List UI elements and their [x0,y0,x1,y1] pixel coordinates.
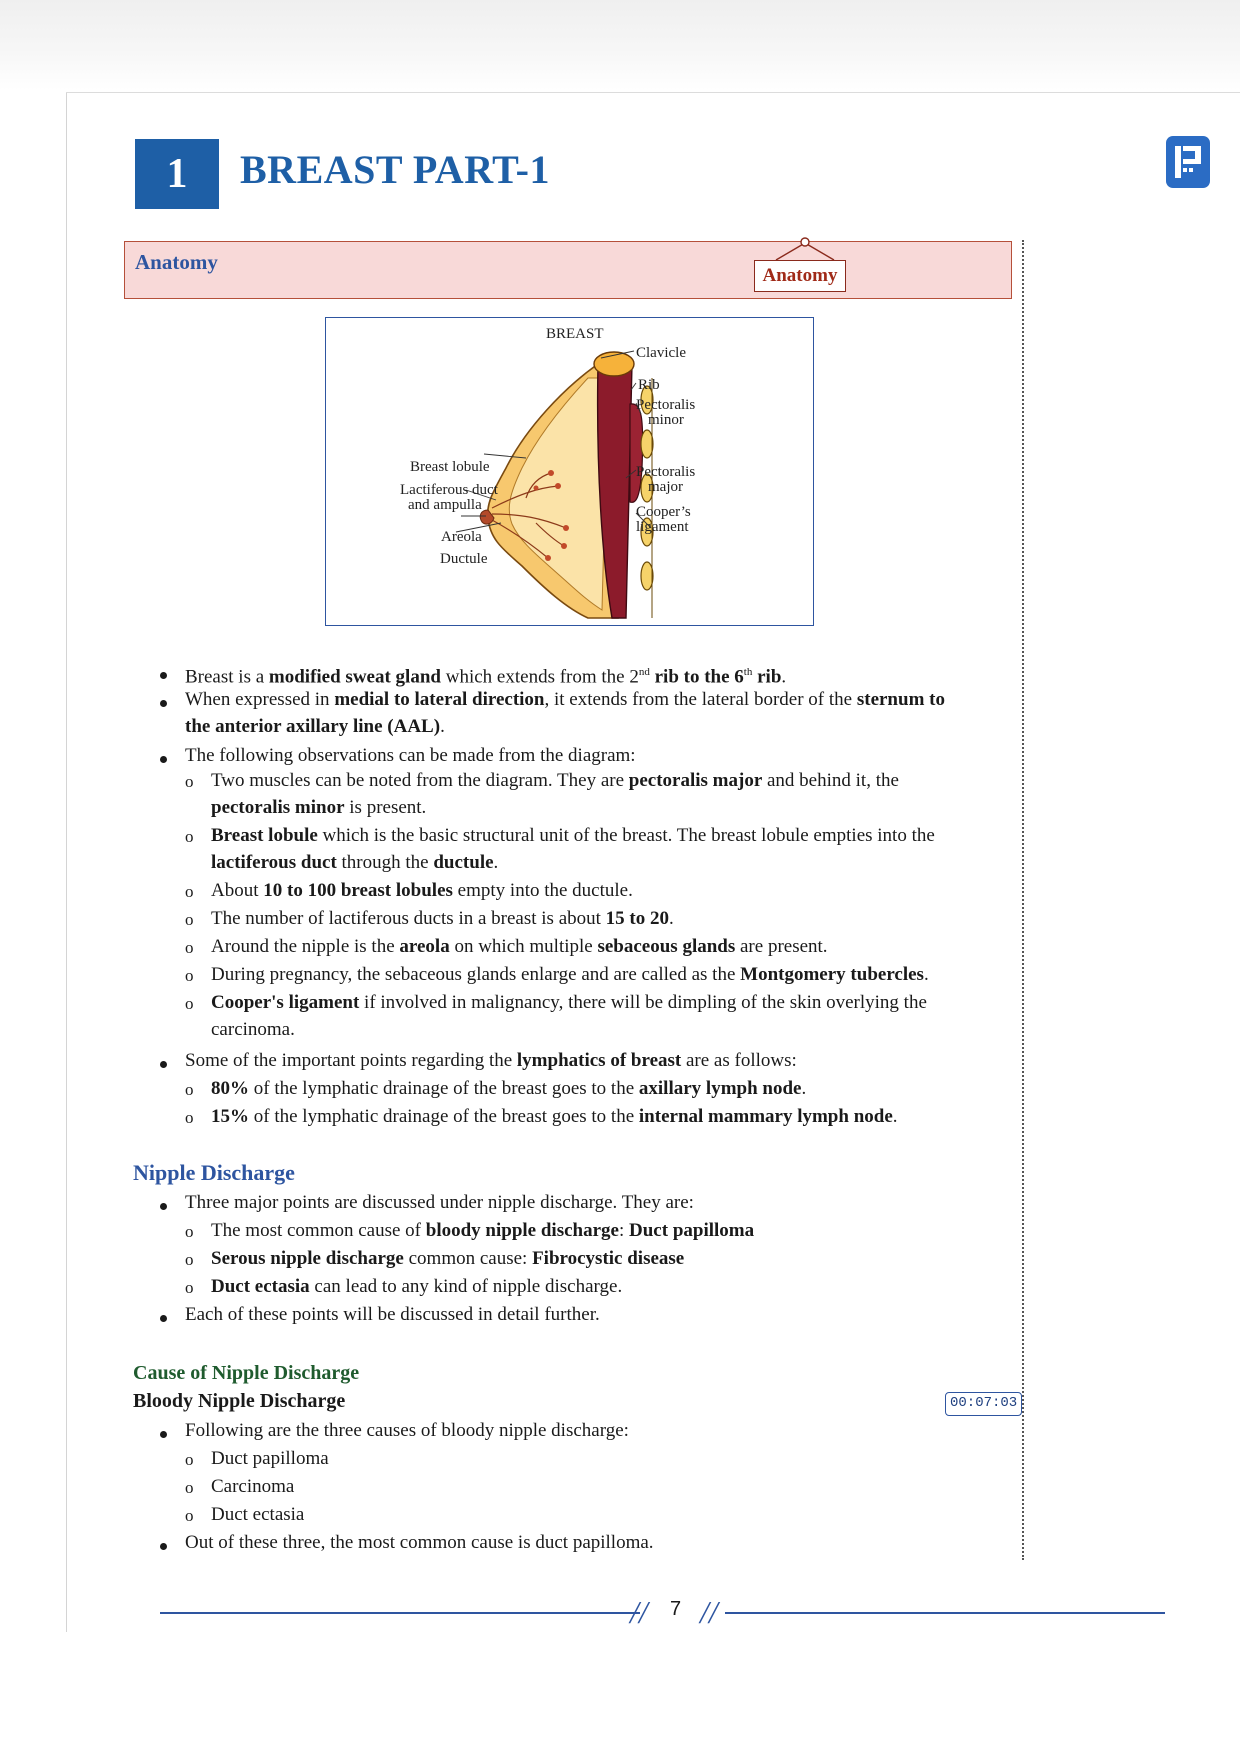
footer-slash-left: // [630,1594,648,1630]
breast-anatomy-figure [325,317,814,626]
label-ductule: Ductule [440,551,488,567]
cause-item: Duct ectasia [211,1504,305,1525]
label-clavicle: Clavicle [636,345,686,361]
nipple-discharge-subpoint: Duct ectasia can lead to any kind of nipple discharge. [211,1276,623,1297]
sub-bullet-glyph: o [185,772,194,791]
page-number: 7 [670,1598,682,1620]
anatomy-subpoint: About 10 to 100 breast lobules empty into the ductule. [211,880,633,901]
bullet-dot [160,1061,167,1068]
sub-bullet-glyph: o [185,882,194,901]
sub-bullet-glyph: o [185,994,194,1013]
sub-bullet-glyph: o [185,1278,194,1297]
cause-item: Carcinoma [211,1476,295,1497]
section-banner [124,241,1012,299]
label-coopers-ligament: ligament [636,519,689,535]
sub-bullet-glyph: o [185,1450,194,1469]
label-pectoralis-minor: minor [648,412,684,428]
figure-title: BREAST [546,326,604,342]
page-edge [66,92,1240,93]
bullet-dot [160,1315,167,1322]
chapter-title: BREAST PART-1 [240,147,550,192]
cause-point: Out of these three, the most common cause is duct papilloma. [185,1532,654,1553]
bullet-dot [160,1543,167,1550]
anatomy-subpoint: Cooper's ligament if involved in malignancy, there will be dimpling of the skin overlying the [211,992,927,1013]
nipple-discharge-point: Three major points are discussed under nipple discharge. They are: [185,1192,694,1213]
sub-bullet-glyph: o [185,1250,194,1269]
anatomy-subpoint: Around the nipple is the areola on which multiple sebaceous glands are present. [211,936,828,957]
anatomy-subpoint: Breast lobule which is the basic structural unit of the breast. The breast lobule empties into the [211,825,935,846]
anatomy-subpoint: Two muscles can be noted from the diagram. They are pectoralis major and behind it, the [211,770,899,791]
bullet-dot [160,1431,167,1438]
sub-bullet-glyph: o [185,910,194,929]
scan-shadow [0,0,1240,90]
anatomy-subpoint-continued: lactiferous duct through the ductule. [211,852,499,873]
sub-bullet-glyph: o [185,1222,194,1241]
margin-rule [1022,240,1024,1560]
anatomy-point: Breast is a modified sweat gland which extends from the 2nd rib to the 6th rib. [185,666,787,688]
sub-bullet-glyph: o [185,827,194,846]
label-pectoralis-minor: Pectoralis [636,397,696,413]
subsection-heading: Cause of Nipple Discharge [133,1362,360,1384]
label-pectoralis-major: Pectoralis [636,464,696,480]
anatomy-point: The following observations can be made from the diagram: [185,745,636,766]
anatomy-subpoint: During pregnancy, the sebaceous glands enlarge and are called as the Montgomery tubercles. [211,964,929,985]
label-rib: Rib [638,377,660,393]
nipple-discharge-subpoint: Serous nipple discharge common cause: Fibrocystic disease [211,1248,685,1269]
sub-bullet-glyph: o [185,1108,194,1127]
video-timestamp-badge[interactable]: 00:07:03 [945,1392,1022,1416]
bullet-dot [160,672,167,679]
book-logo-icon [1166,136,1210,188]
anatomy-subpoint-continued: pectoralis minor is present. [211,797,427,818]
label-lactiferous-duct: Lactiferous duct [400,482,498,498]
cause-point: Following are the three causes of bloody nipple discharge: [185,1420,629,1441]
sub-bullet-glyph: o [185,1080,194,1099]
footer-slash-right: // [700,1594,718,1630]
chapter-number-box [135,139,219,209]
subsection-subheading: Bloody Nipple Discharge [133,1390,346,1412]
nipple-discharge-point: Each of these points will be discussed in detail further. [185,1304,600,1325]
bullet-dot [160,700,167,707]
anatomy-subpoint: 80% of the lymphatic drainage of the breast goes to the axillary lymph node. [211,1078,807,1099]
bullet-dot [160,756,167,763]
label-breast-lobule: Breast lobule [410,459,490,475]
sub-bullet-glyph: o [185,1478,194,1497]
bullet-dot [160,1203,167,1210]
section-tag: Anatomy [754,260,846,292]
sub-bullet-glyph: o [185,1506,194,1525]
sub-bullet-glyph: o [185,938,194,957]
anatomy-subpoint: The number of lactiferous ducts in a breast is about 15 to 20. [211,908,674,929]
nipple-discharge-subpoint: The most common cause of bloody nipple discharge: Duct papilloma [211,1220,755,1241]
footer-rule-left [160,1612,640,1614]
anatomy-subpoint-continued: carcinoma. [211,1019,295,1040]
label-coopers-ligament: Cooper’s [636,504,691,520]
anatomy-point: Some of the important points regarding the lymphatics of breast are as follows: [185,1050,797,1071]
label-lactiferous-duct: and ampulla [408,497,482,513]
anatomy-point: When expressed in medial to lateral direction, it extends from the lateral border of the sternum to [185,689,945,710]
section-banner-title: Anatomy [135,250,218,274]
anatomy-subpoint: 15% of the lymphatic drainage of the breast goes to the internal mammary lymph node. [211,1106,898,1127]
sub-bullet-glyph: o [185,966,194,985]
anatomy-point-continued: the anterior axillary line (AAL). [185,716,445,737]
label-pectoralis-major: major [648,479,683,495]
breast-diagram [326,318,815,627]
page-edge [66,92,67,1632]
label-areola: Areola [441,529,482,545]
cause-item: Duct papilloma [211,1448,329,1469]
footer-rule-right [725,1612,1165,1614]
chapter-number: 1 [166,151,188,197]
section-heading: Nipple Discharge [133,1160,295,1185]
